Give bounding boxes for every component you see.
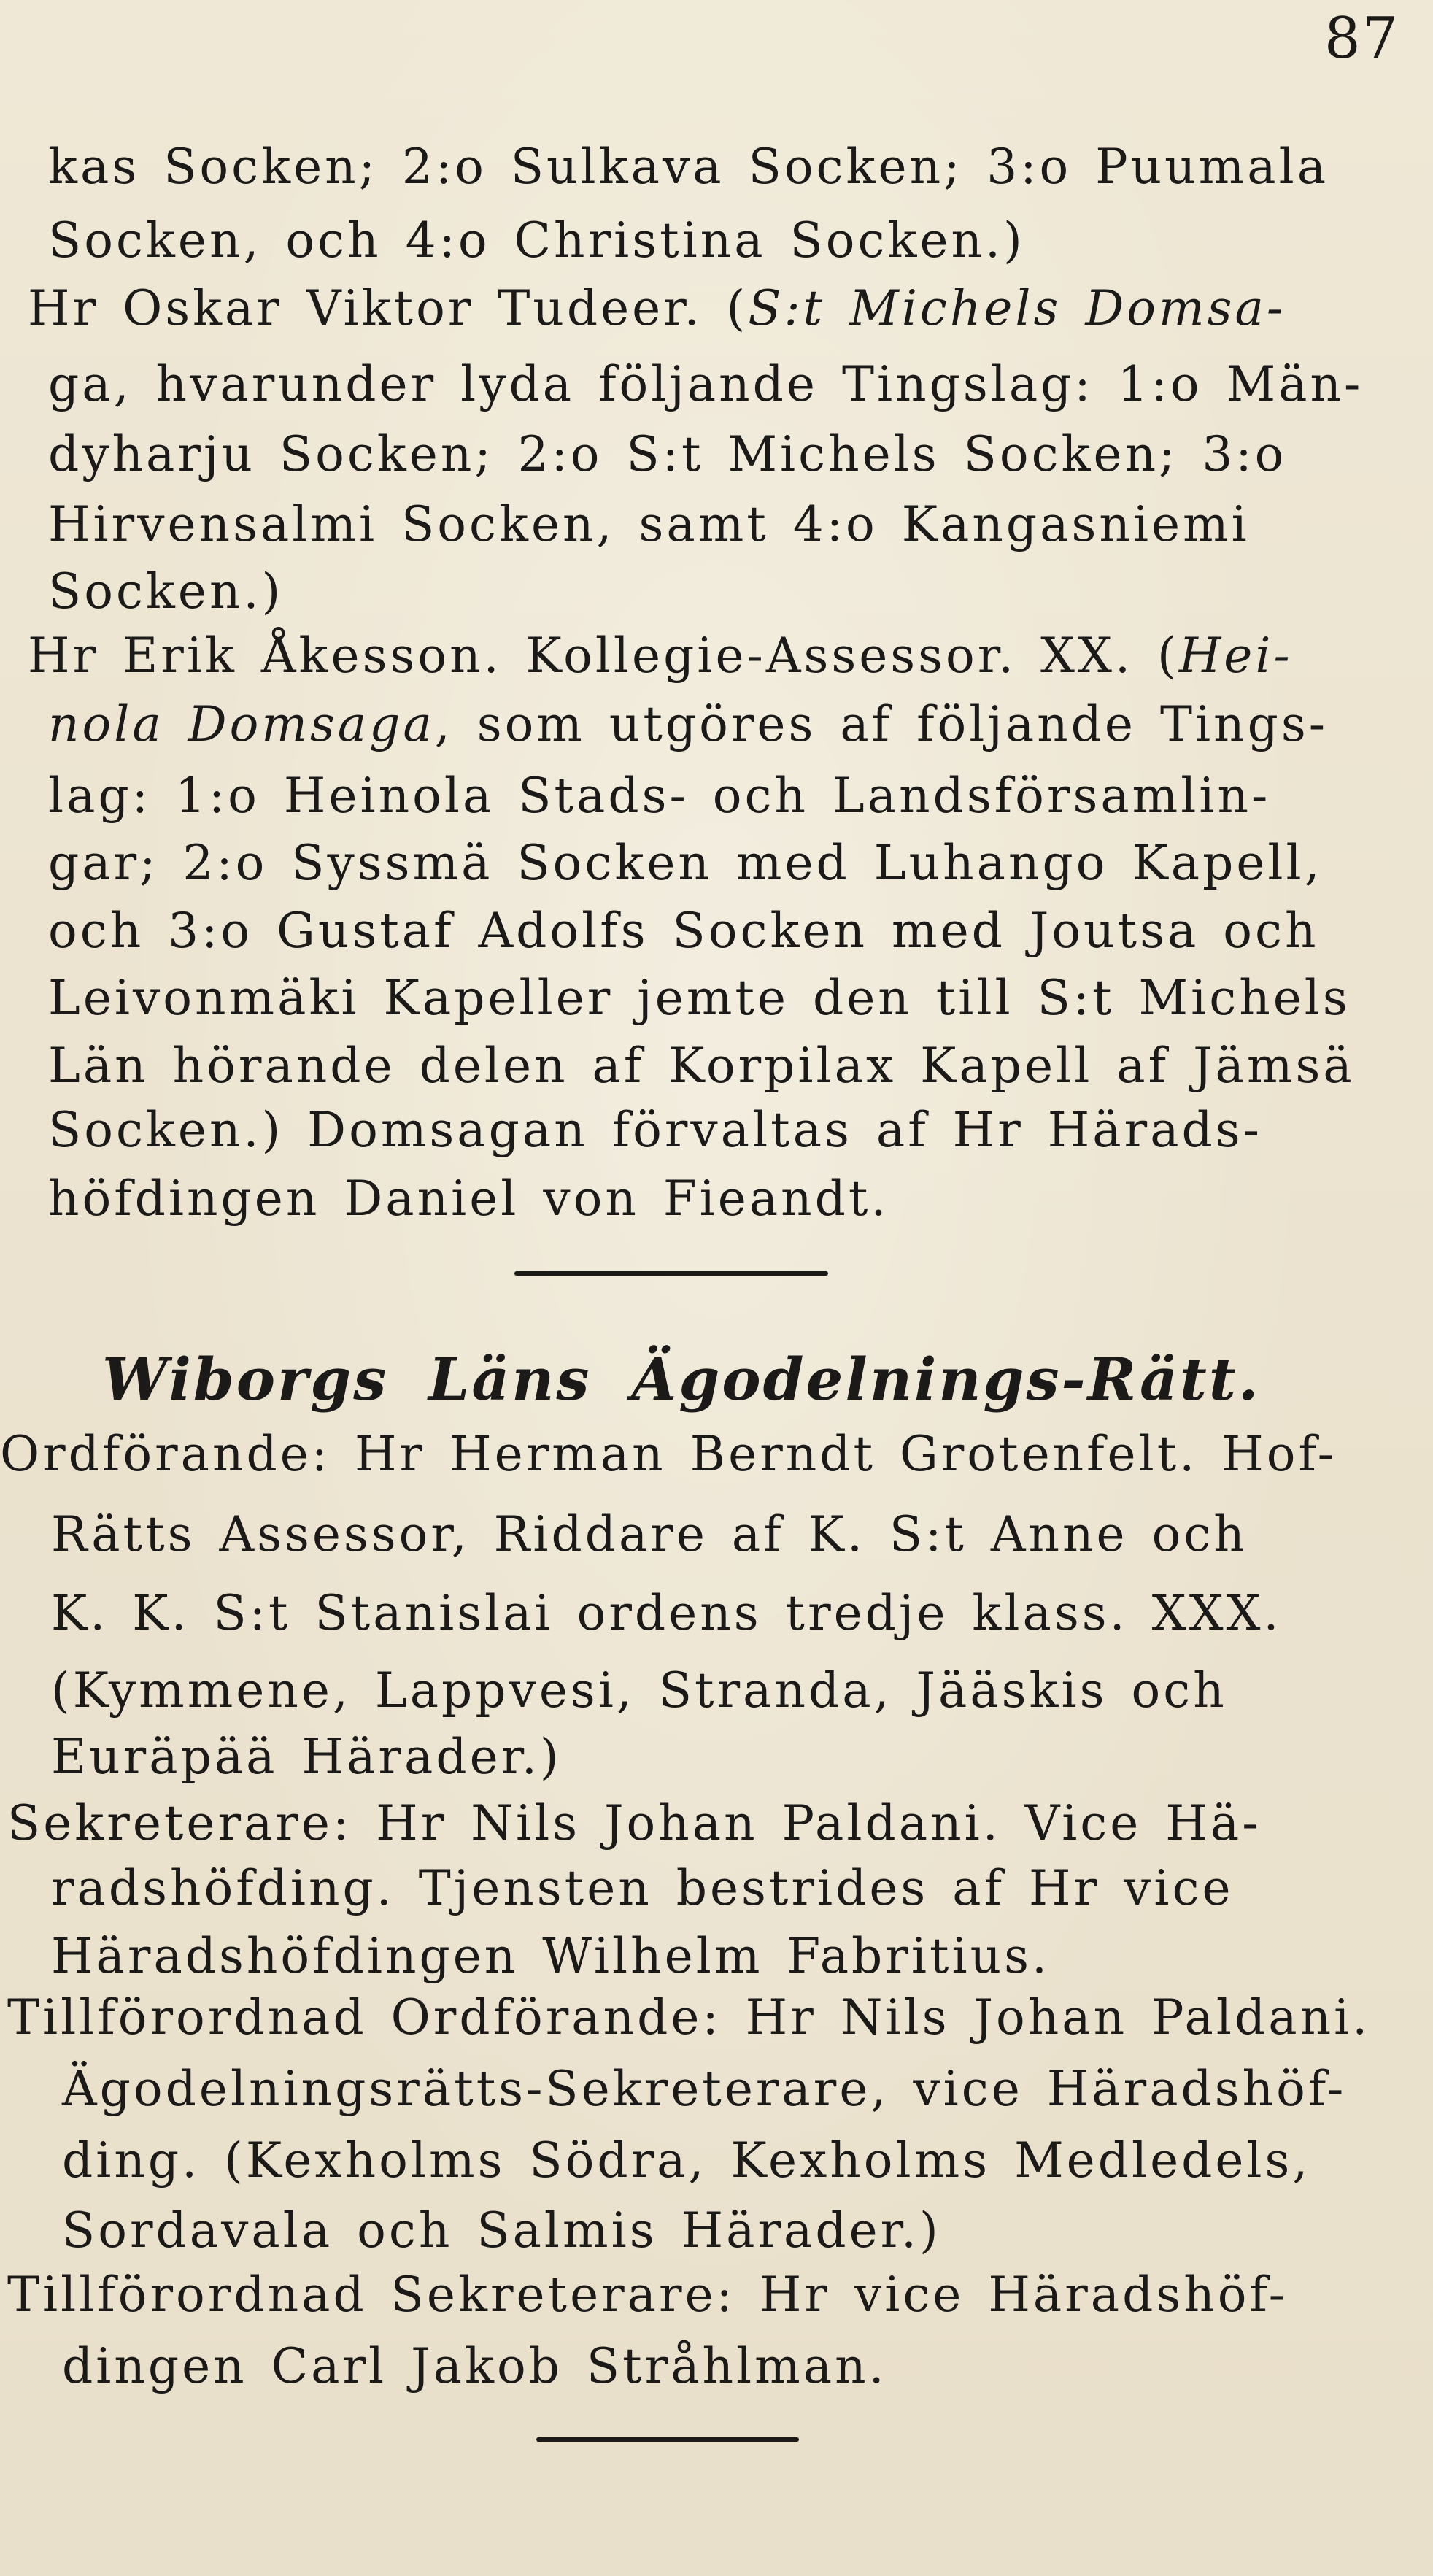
text-line — [28, 280, 1286, 336]
text-line: och 3:o Gustaf Adolfs Socken med Joutsa och — [48, 903, 1319, 959]
text-line: nola Domsaga, som utgöres af följande Tings- — [48, 696, 1329, 752]
text-line: radshöfding. Tjensten bestrides af Hr vice — [51, 1860, 1234, 1916]
text-line: gar; 2:o Syssmä Socken med Luhango Kapell, — [48, 835, 1323, 891]
text-line: Euräpää Härader.) — [51, 1729, 562, 1785]
text-line: Ordförande: Hr Herman Berndt Grotenfelt. Hof- — [0, 1426, 1337, 1482]
text-line — [28, 628, 1293, 684]
text-line: höfdingen Daniel von Fieandt. — [48, 1171, 889, 1227]
text-line: Socken, och 4:o Christina Socken.) — [48, 212, 1025, 269]
text-line: Socken.) Domsagan förvaltas af Hr Härads- — [48, 1102, 1262, 1158]
text-line: lag: 1:o Heinola Stads- och Landsförsamlin- — [48, 768, 1271, 824]
text-line: Sordavala och Salmis Härader.) — [62, 2202, 941, 2259]
text-line: dyharju Socken; 2:o S:t Michels Socken; 3:o — [48, 426, 1287, 482]
text-line: Sekreterare: Hr Nils Johan Paldani. Vice Hä- — [7, 1795, 1262, 1851]
text-line: (Kymmene, Lappvesi, Stranda, Jääskis och — [51, 1662, 1227, 1719]
text-line: K. K. S:t Stanislai ordens tredje klass. XXX. — [51, 1585, 1282, 1641]
text-line: Leivonmäki Kapeller jemte den till S:t Michels — [48, 970, 1351, 1026]
domsaga-name: S:t Michels Domsa- — [748, 280, 1286, 336]
text-line: dingen Carl Jakob Stråhlman. — [62, 2338, 887, 2394]
text-line: kas Socken; 2:o Sulkava Socken; 3:o Puumala — [48, 139, 1329, 195]
section-divider — [536, 2437, 799, 2442]
text-line: Häradshöfdingen Wilhelm Fabritius. — [51, 1928, 1050, 1984]
text-line: Tillförordnad Ordförande: Hr Nils Johan Paldani. — [7, 1989, 1371, 2045]
entry-tudeer: Hr Oskar Viktor Tudeer. ( — [28, 280, 749, 336]
text-line: Rätts Assessor, Riddare af K. S:t Anne och — [51, 1506, 1248, 1562]
text-line: Hirvensalmi Socken, samt 4:o Kangasniemi — [48, 496, 1250, 552]
text-line: ding. (Kexholms Södra, Kexholms Medledels, — [62, 2132, 1311, 2189]
page-number: 87 — [1324, 6, 1400, 72]
entry-akesson: Hr Erik Åkesson. Kollegie-Assessor. XX. ( — [28, 628, 1179, 684]
text-line: Socken.) — [48, 563, 284, 620]
section-divider — [514, 1271, 828, 1276]
text-line: Ägodelningsrätts-Sekreterare, vice Häradshöf- — [62, 2061, 1347, 2117]
text-line: ga, hvarunder lyda följande Tingslag: 1:o Män- — [48, 356, 1364, 412]
domsaga-name: Hei- — [1178, 628, 1293, 684]
domsaga-name: nola Domsaga — [48, 696, 435, 752]
text-line: Tillförordnad Sekreterare: Hr vice Häradshöf- — [7, 2267, 1288, 2323]
section-heading: Wiborgs Läns Ägodelnings-Rätt. — [102, 1345, 1261, 1414]
text-line: Län hörande delen af Korpilax Kapell af Jämsä — [48, 1038, 1355, 1094]
